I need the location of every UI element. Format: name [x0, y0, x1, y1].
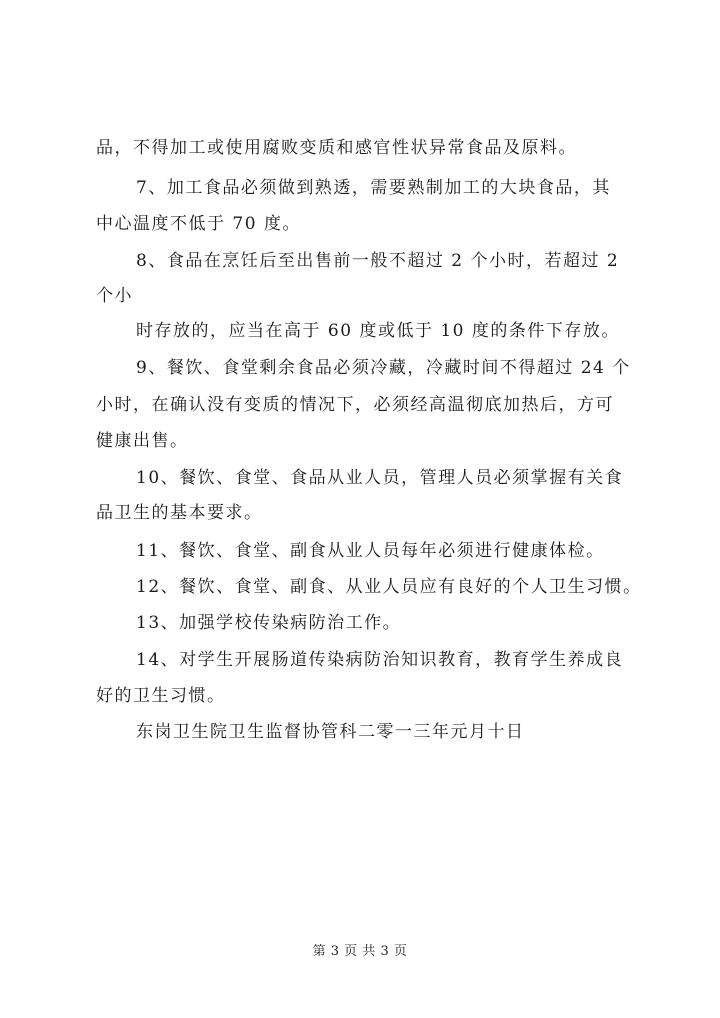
text-line: 13、加强学校传染病防治工作。	[136, 613, 402, 633]
text-line: 个小	[96, 286, 133, 306]
page-number-footer: 第 3 页 共 3 页	[312, 944, 408, 959]
text-line: 7、加工食品必须做到熟透，需要熟制加工的大块食品，其	[136, 178, 611, 198]
text-line: 12、餐饮、食堂、副食、从业人员应有良好的个人卫生习惯。	[136, 577, 642, 597]
signature-line: 东岗卫生院卫生监督协管科二零一三年元月十日	[136, 722, 525, 742]
text-line: 10、餐饮、食堂、食品从业人员，管理人员必须掌握有关食	[136, 468, 624, 488]
text-line: 9、餐饮、食堂剩余食品必须冷藏，冷藏时间不得超过 24 个	[136, 358, 631, 378]
text-line: 时存放的，应当在高于 60 度或低于 10 度的条件下存放。	[136, 321, 620, 341]
text-line: 8、食品在烹饪后至出售前一般不超过 2 个小时，若超过 2	[136, 251, 620, 271]
text-line: 健康出售。	[96, 431, 189, 451]
text-line: 品，不得加工或使用腐败变质和感官性状异常食品及原料。	[96, 138, 577, 158]
text-line: 好的卫生习惯。	[96, 686, 226, 706]
text-line: 品卫生的基本要求。	[96, 503, 263, 523]
text-line: 小时，在确认没有变质的情况下，必须经高温彻底加热后，方可	[96, 395, 614, 415]
text-line: 中心温度不低于 70 度。	[96, 214, 301, 234]
text-line: 14、对学生开展肠道传染病防治知识教育，教育学生养成良	[136, 650, 624, 670]
text-line: 11、餐饮、食堂、副食从业人员每年必须进行健康体检。	[136, 541, 605, 561]
